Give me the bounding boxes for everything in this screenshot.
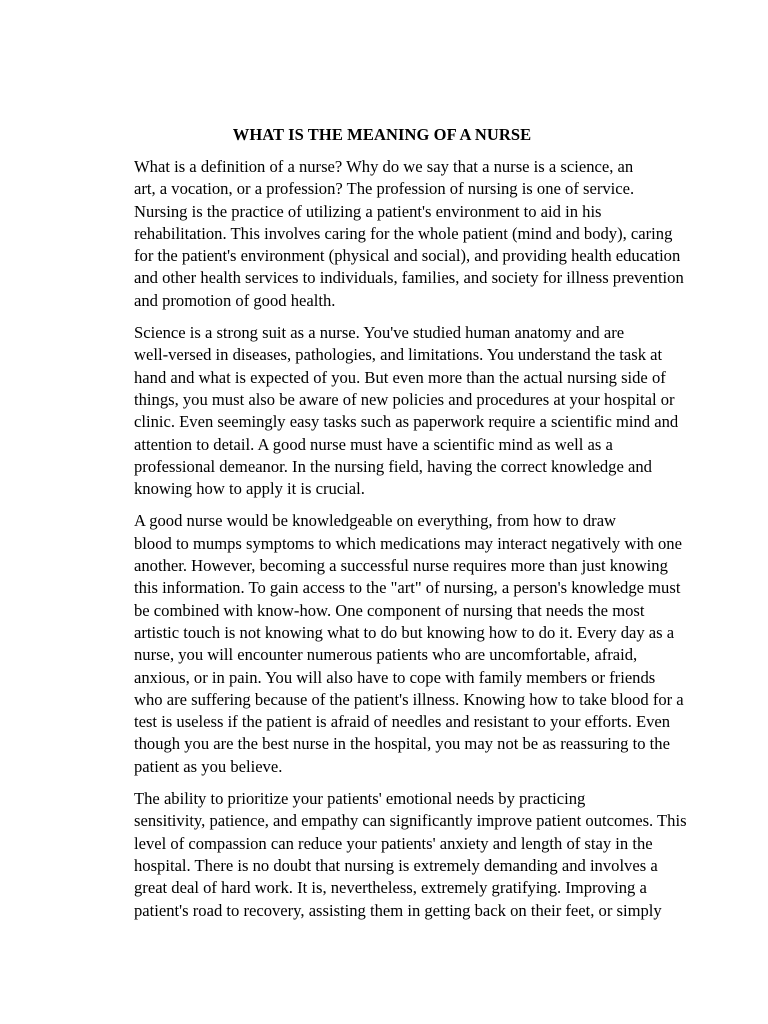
text-line: blood to mumps symptoms to which medications may interact negatively with one	[134, 533, 682, 553]
text-line: be combined with know-how. One component of nursing that needs the most	[134, 600, 645, 620]
text-line: well-versed in diseases, pathologies, and limitations. You understand the task at	[134, 345, 663, 365]
text-line: patient as you believe.	[134, 756, 283, 776]
text-line: and promotion of good health.	[134, 290, 336, 310]
text-line: art, a vocation, or a profession? The profession of nursing is one of service.	[134, 179, 635, 199]
text-line: hospital. There is no doubt that nursing is extremely demanding and involves a	[134, 855, 658, 875]
text-line: level of compassion can reduce your patients' anxiety and length of stay in the	[134, 833, 653, 853]
paragraph-1	[91, 156, 684, 312]
text-line: clinic. Even seemingly easy tasks such as paperwork require a scientific mind and	[134, 412, 679, 432]
text-line: artistic touch is not knowing what to do but knowing how to do it. Every day as a	[134, 622, 675, 642]
paragraph-4	[91, 788, 687, 922]
text-line: patient's road to recovery, assisting them in getting back on their feet, or simply	[134, 900, 662, 920]
text-line: anxious, or in pain. You will also have to cope with family members or friends	[134, 667, 656, 687]
text-line: this information. To gain access to the "art" of nursing, a person's knowledge must	[134, 578, 681, 598]
document-title: WHAT IS THE MEANING OF A NURSE	[232, 125, 532, 144]
text-line: A good nurse would be knowledgeable on everything, from how to draw	[134, 511, 617, 531]
text-line: What is a definition of a nurse? Why do we say that a nurse is a science, an	[134, 157, 634, 176]
document-body	[91, 124, 687, 932]
text-line: another. However, becoming a successful nurse requires more than just knowing	[134, 556, 668, 576]
text-line: Science is a strong suit as a nurse. You've studied human anatomy and are	[134, 323, 625, 343]
text-line: who are suffering because of the patient's illness. Knowing how to take blood for a	[134, 689, 684, 709]
text-line: for the patient's environment (physical and social), and providing health education	[134, 246, 681, 266]
text-line: hand and what is expected of you. But even more than the actual nursing side of	[134, 367, 666, 387]
text-line: knowing how to apply it is crucial.	[134, 479, 365, 499]
text-line: though you are the best nurse in the hospital, you may not be as reassuring to the	[134, 734, 670, 754]
text-line: test is useless if the patient is afraid of needles and resistant to your efforts. Even	[134, 712, 671, 732]
text-line: sensitivity, patience, and empathy can significantly improve patient outcomes. This	[134, 811, 687, 831]
text-line: rehabilitation. This involves caring for the whole patient (mind and body), caring	[134, 223, 673, 243]
text-line: great deal of hard work. It is, nevertheless, extremely gratifying. Improving a	[134, 878, 647, 898]
text-line: nurse, you will encounter numerous patients who are uncomfortable, afraid,	[134, 645, 638, 665]
text-line: The ability to prioritize your patients' emotional needs by practicing	[134, 789, 586, 809]
text-line: things, you must also be aware of new policies and procedures at your hospital or	[134, 389, 675, 409]
text-line: professional demeanor. In the nursing field, having the correct knowledge and	[134, 456, 652, 476]
text-line: and other health services to individuals, families, and society for illness prevention	[134, 268, 684, 288]
text-line: attention to detail. A good nurse must have a scientific mind as well as a	[134, 434, 613, 454]
text-line: Nursing is the practice of utilizing a patient's environment to aid in his	[134, 201, 602, 221]
paragraph-3	[91, 510, 684, 778]
paragraph-2	[91, 322, 679, 500]
